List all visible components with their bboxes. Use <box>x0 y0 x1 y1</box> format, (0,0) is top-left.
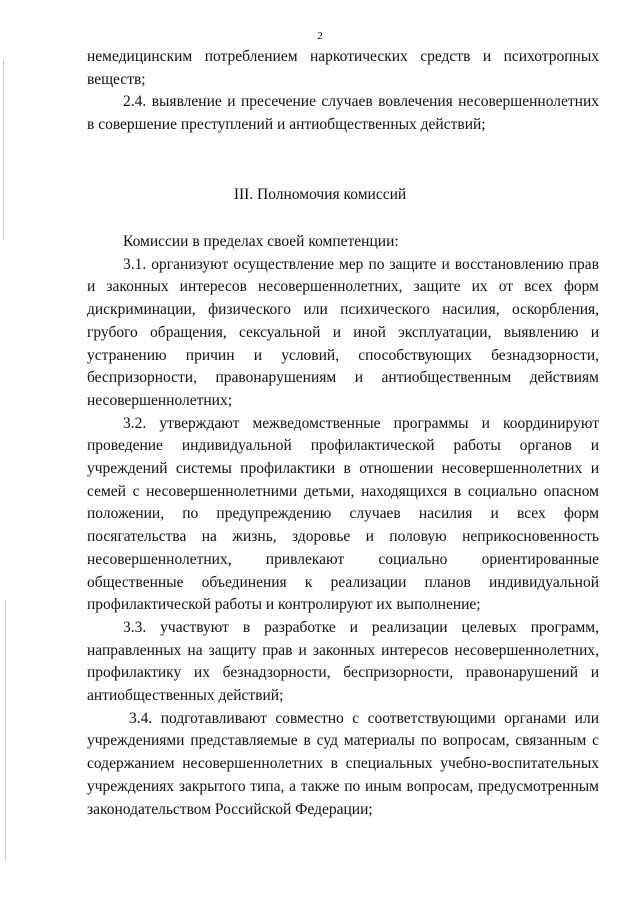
scan-edge-line <box>5 600 6 860</box>
scan-edge-line <box>3 60 4 240</box>
page-number: 2 <box>317 30 323 42</box>
item-3-4: 3.4. подготавливают совместно с соответствующими органами или учреждениями представляемые в суд материалы по вопросам, связанным с содержанием несовершеннолетних в специальных учебно-воспитательных учреждениях закрытого типа, а также по иным вопросам, предусмотренным законодательством Российской Федерации; <box>87 709 599 818</box>
paragraph: 2.4. выявление и пресечение случаев вовлечения несовершеннолетних в совершение преступлений и антиобщественных действий; <box>87 93 599 134</box>
paragraph: немедицинским потреблением наркотических средств и психотропных веществ; <box>87 48 599 88</box>
item-3-1: 3.1. организуют осуществление мер по защите и восстановлению прав и законных интересов несовершеннолетних, защите их от всех форм дискриминации, физического или психического насилия, оскорбления, грубого обращения, сексуальной и иной эксплуатации, выявлению и устранению причин и условий, способствующих безнадзорности, беспризорности, правонарушениям и антиобщественным действиям несовершеннолетних; <box>87 255 599 409</box>
item-3-2: 3.2. утверждают межведомственные программы и координируют проведение индивидуальной профилактической работы органов и учреждений системы профилактики в отношении несовершеннолетних и семей с несовершеннолетними детьми, находящихся в социально опасном положении, по предупреждению случаев насилия и всех форм посягательства на жизнь, здоровье и половую неприкосновенность несовершеннолетних, привлекают социально ориентированные общественные объединения к реализации планов индивидуальной профилактической работы и контролируют их выполнение; <box>87 414 599 614</box>
intro-paragraph: Комиссии в пределах своей компетенции: <box>123 233 399 250</box>
section-body <box>87 231 599 821</box>
item-3-3: 3.3. участвуют в разработке и реализации целевых программ, направленных на защиту прав и законных интересов несовершеннолетних, профилактику их безнадзорности, беспризорности, правонарушений и антиобщественных действий; <box>87 618 599 705</box>
top-block <box>87 46 599 137</box>
section-heading: III. Полномочия комиссий <box>233 186 407 203</box>
